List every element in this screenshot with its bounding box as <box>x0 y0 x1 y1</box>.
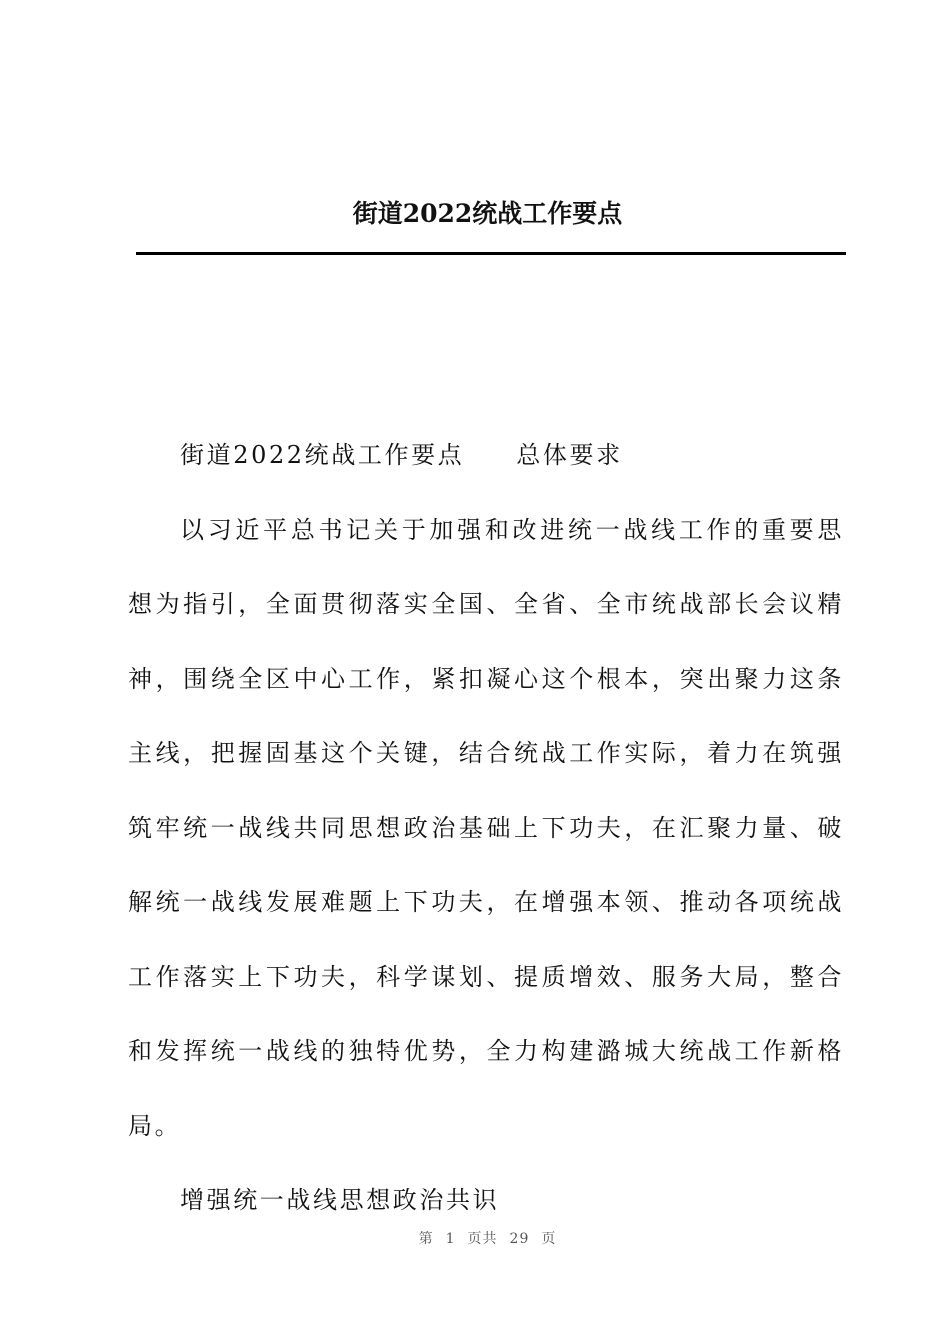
page-title: 街道2022统战工作要点 <box>352 199 623 228</box>
heading-section-label: 总体要求 <box>516 441 623 469</box>
section-heading-line <box>128 418 844 493</box>
footer-total-pages: 29 <box>509 1231 530 1247</box>
title-divider <box>136 252 846 255</box>
section-subheading: 增强统一战线思想政治共识 <box>180 1186 500 1214</box>
heading-doc-title: 街道2022统战工作要点 <box>180 441 465 469</box>
footer-middle: 页共 <box>467 1231 498 1247</box>
document-body <box>128 418 844 1238</box>
footer-prefix: 第 <box>418 1231 434 1247</box>
page-footer <box>0 1229 950 1249</box>
footer-page-number: 1 <box>445 1231 456 1247</box>
footer-suffix: 页 <box>541 1231 557 1247</box>
body-paragraph: 以习近平总书记关于加强和改进统一战线工作的重要思想为指引，全面贯彻落实全国、全省、全市统战部长会议精神，围绕全区中心工作，紧扣凝心这个根本，突出聚力这条主线，把握固基这个关键，结合统战工作实际，着力在筑强筑牢统一战线共同思想政治基础上下功夫，在汇聚力量、破解统一战线发展难题上下功夫，在增强本领、推动各项统战工作落实上下功夫，科学谋划、提质增效、服务大局，整合和发挥统一战线的独特优势，全力构建潞城大统战工作新格局。 <box>128 515 844 1140</box>
